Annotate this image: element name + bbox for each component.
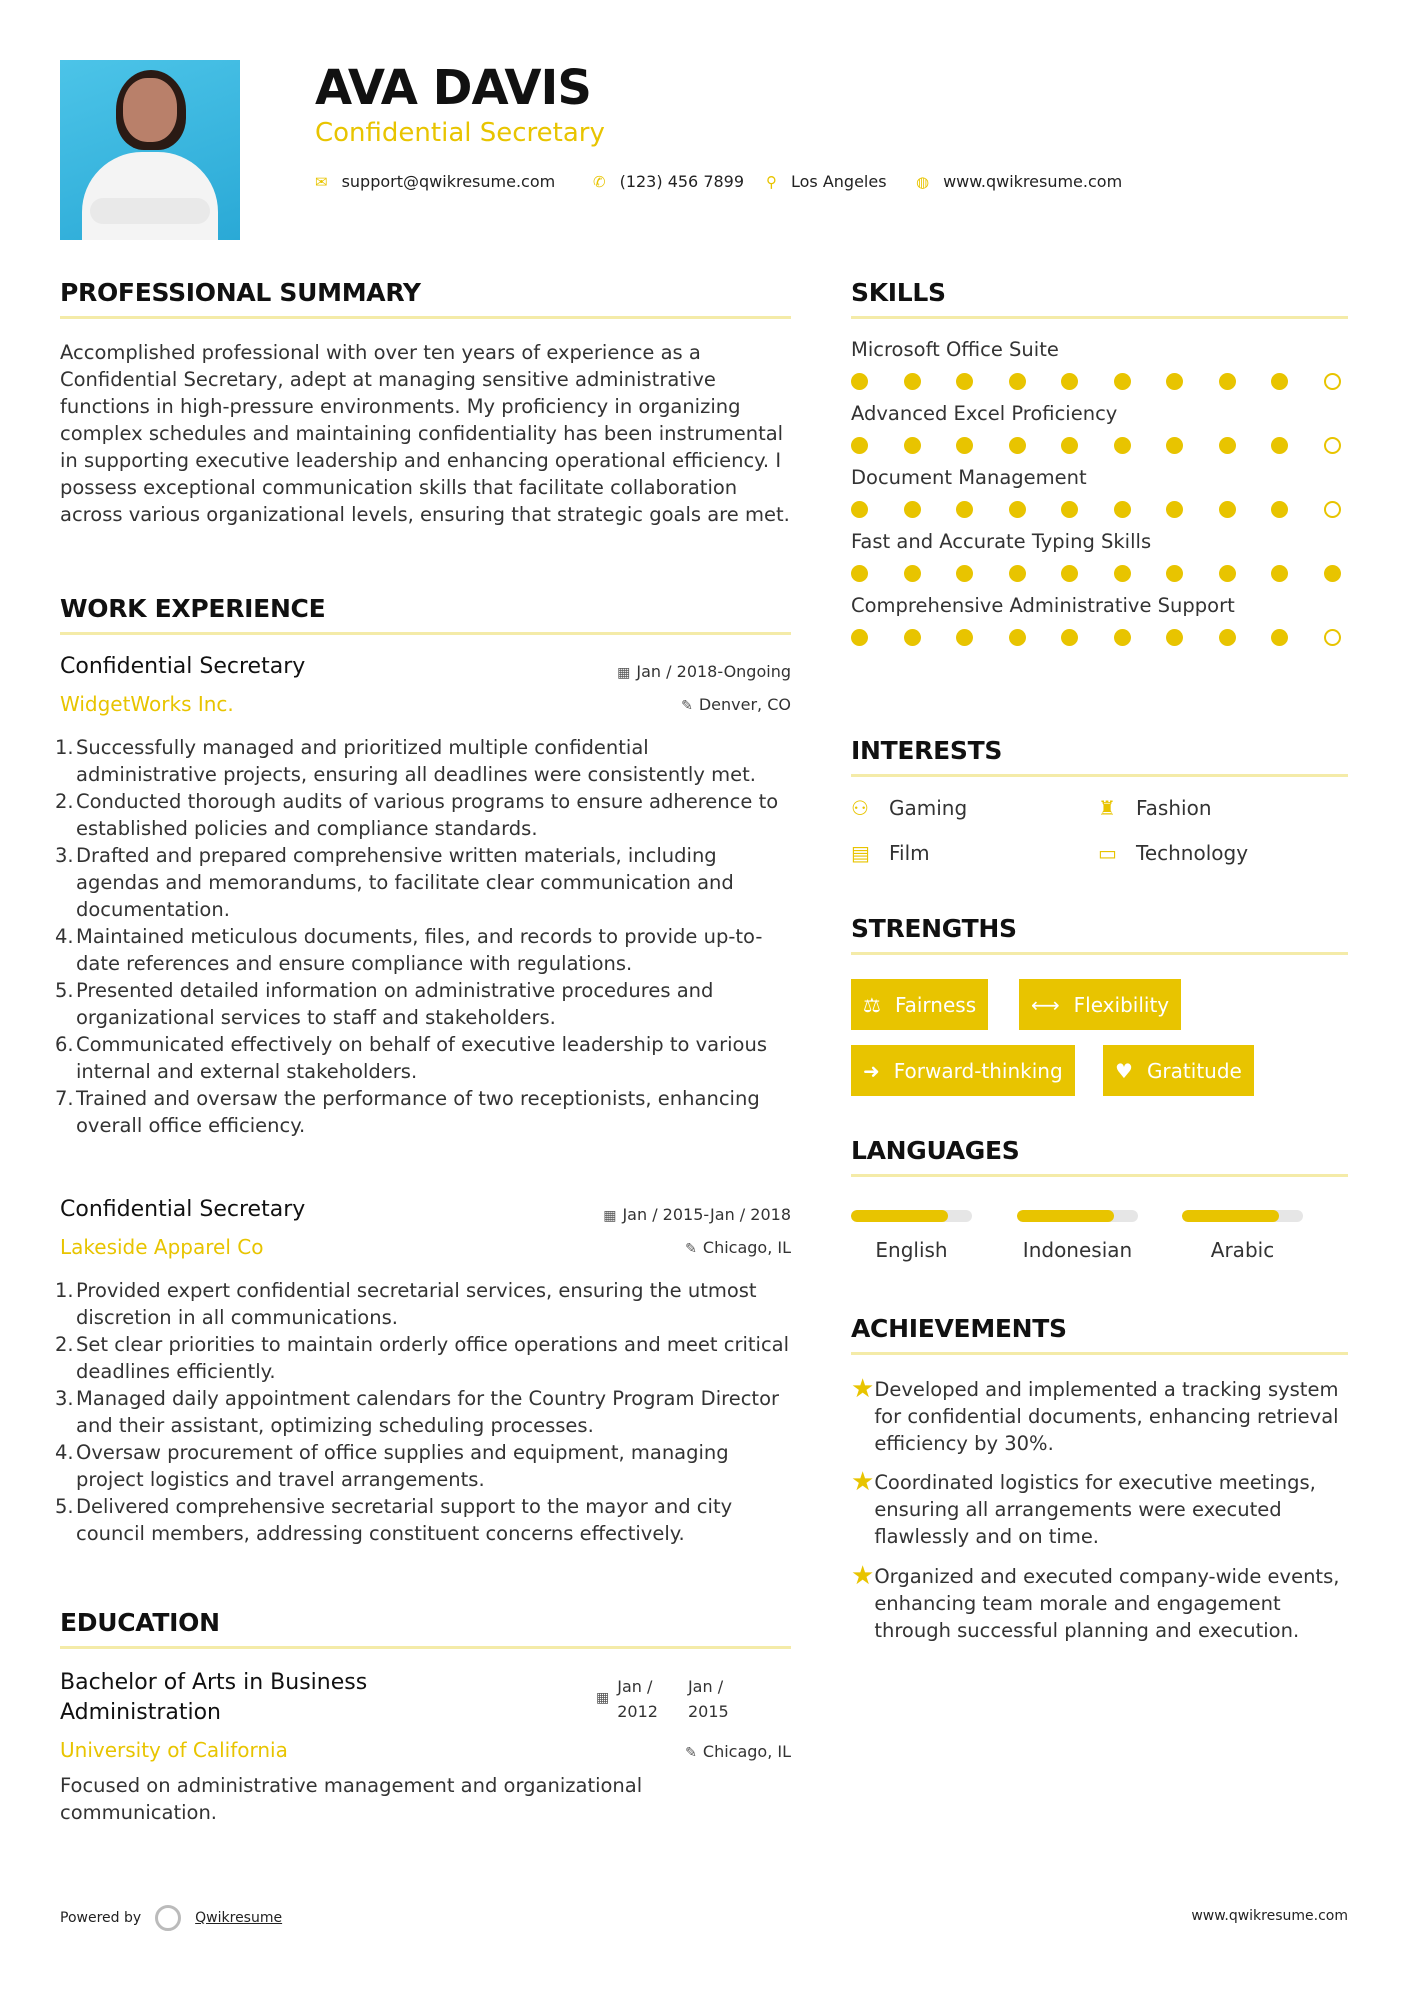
brand-link[interactable]: Qwikresume <box>195 1910 283 1926</box>
rating-dot-filled <box>904 437 921 454</box>
strength-flexibility: ⟷ Flexibility <box>1019 979 1181 1030</box>
powered-by-text: Powered by <box>60 1910 142 1926</box>
rating-dot-filled <box>1271 437 1288 454</box>
skill-item <box>851 594 1341 646</box>
achievement-item: ★ Coordinated logistics for executive meetings, ensuring all arrangements were executed flawlessly and on time. <box>851 1467 1316 1548</box>
globe-icon: ◍ <box>916 172 930 191</box>
list-item: 2. Conducted thorough audits of various programs to ensure adherence to established policies and compliance standards. <box>55 790 779 840</box>
footer-powered <box>60 1905 282 1931</box>
education-description: Focused on administrative management and organizational communication. <box>60 1774 643 1824</box>
rating-dot-filled <box>1061 501 1078 518</box>
rating-dot-filled <box>851 437 868 454</box>
job-title: Confidential Secretary <box>60 654 306 679</box>
education-dates: ▦ Jan / 2012 Jan / 2015 <box>596 1674 729 1724</box>
star-icon: ★ <box>851 1561 875 1591</box>
language-name: English <box>875 1238 948 1262</box>
arrow-right-icon: ➜ <box>863 1058 880 1083</box>
languages-title: LANGUAGES <box>851 1136 1020 1165</box>
education-divider <box>60 1646 791 1649</box>
degree-title: Bachelor of Arts in Business Administration <box>60 1670 368 1725</box>
summary-text: Accomplished professional with over ten years of experience as a Confidential Secretary, adept at managing sensitive administrative functions in high-pressure environments. My proficiency in organizing complex schedules and maintaining confidentiality has been instrumental in supporting executive leadership and enhancing operational efficiency. I possess exceptional communication skills that facilitate collaboration across various organizational levels, ensuring that strategic goals are met. <box>60 341 790 526</box>
education-title: EDUCATION <box>60 1608 220 1637</box>
list-item: 2. Set clear priorities to maintain orderly office operations and meet critical deadlines efficiently. <box>55 1333 790 1383</box>
language-bar-fill <box>851 1210 948 1222</box>
summary-title: PROFESSIONAL SUMMARY <box>60 278 421 307</box>
film-icon: ▤ <box>851 841 870 865</box>
rating-dot-filled <box>1009 565 1026 582</box>
pin-icon: ✎ <box>681 698 693 714</box>
rating-dot-filled <box>1166 565 1183 582</box>
contact-phone <box>593 172 744 191</box>
education-location: ✎ Chicago, IL <box>685 1742 791 1761</box>
company-name: WidgetWorks Inc. <box>60 692 234 716</box>
skill-item <box>851 466 1341 518</box>
rating-dot-filled <box>1114 629 1131 646</box>
language-bar <box>851 1210 972 1222</box>
language-name: Indonesian <box>1022 1238 1133 1262</box>
rating-dot-filled <box>851 565 868 582</box>
rating-dot-filled <box>1271 629 1288 646</box>
rating-dot-filled <box>1009 501 1026 518</box>
rating-dot-filled <box>1271 565 1288 582</box>
rating-dot-filled <box>1061 373 1078 390</box>
star-icon: ★ <box>851 1467 875 1497</box>
balance-scale-icon: ⚖ <box>863 992 881 1017</box>
contact-email[interactable] <box>315 172 555 191</box>
language-bar-fill <box>1017 1210 1114 1222</box>
language-bar <box>1182 1210 1303 1222</box>
list-item: 4. Oversaw procurement of office supplies and equipment, managing project logistics and travel arrangements. <box>55 1441 729 1491</box>
interest-technology: ▭ Technology <box>1098 841 1249 865</box>
rating-dot-filled <box>1009 437 1026 454</box>
rating-dot-filled <box>1271 501 1288 518</box>
rating-dot-filled <box>1166 437 1183 454</box>
rating-dot-filled <box>956 501 973 518</box>
language-indonesian <box>1017 1210 1138 1262</box>
calendar-icon: ▦ <box>617 665 631 681</box>
job-bullets <box>55 1277 795 1547</box>
rating-dot-filled <box>1061 437 1078 454</box>
skills-divider <box>851 316 1348 319</box>
phone-icon: ✆ <box>593 172 606 191</box>
job-date: ▦ Jan / 2015-Jan / 2018 <box>603 1205 791 1224</box>
language-bar-fill <box>1182 1210 1279 1222</box>
skill-rating <box>851 437 1341 454</box>
skill-item <box>851 338 1341 390</box>
list-item: 6. Communicated effectively on behalf of executive leadership to various internal and external stakeholders. <box>55 1033 768 1083</box>
phone-text: (123) 456 7899 <box>619 172 745 191</box>
interest-film: ▤ Film <box>851 841 930 865</box>
rating-dot-filled <box>1219 565 1236 582</box>
rating-dot-filled <box>1009 373 1026 390</box>
rating-dot-empty <box>1324 629 1341 646</box>
candidate-role: Confidential Secretary <box>315 118 605 148</box>
rating-dot-filled <box>904 373 921 390</box>
languages-divider <box>851 1174 1348 1177</box>
rating-dot-filled <box>1219 629 1236 646</box>
rating-dot-filled <box>1114 501 1131 518</box>
list-item: 3. Managed daily appointment calendars for the Country Program Director and their assistant, optimizing scheduling processes. <box>55 1387 780 1437</box>
profile-photo <box>60 60 240 240</box>
interests-divider <box>851 774 1348 777</box>
rating-dot-filled <box>956 437 973 454</box>
skill-item <box>851 530 1341 582</box>
experience-divider <box>60 632 791 635</box>
skills-title: SKILLS <box>851 278 946 307</box>
arrows-horizontal-icon: ⟷ <box>1031 992 1060 1017</box>
rating-dot-filled <box>1114 565 1131 582</box>
rating-dot-filled <box>904 565 921 582</box>
star-icon: ★ <box>851 1374 875 1404</box>
job-bullets <box>55 734 795 1139</box>
rating-dot-empty <box>1324 373 1341 390</box>
rating-dot-filled <box>1114 373 1131 390</box>
strength-fairness: ⚖ Fairness <box>851 979 988 1030</box>
skills-list <box>851 338 1341 658</box>
email-text: support@qwikresume.com <box>341 172 556 191</box>
contact-location <box>766 172 887 191</box>
calendar-icon: ▦ <box>596 1690 610 1706</box>
interest-fashion: ♜ Fashion <box>1098 796 1212 820</box>
map-pin-icon: ⚲ <box>766 172 777 191</box>
rating-dot-filled <box>956 565 973 582</box>
language-name: Arabic <box>1210 1238 1275 1262</box>
experience-title: WORK EXPERIENCE <box>60 594 326 623</box>
rating-dot-filled <box>1324 565 1341 582</box>
skill-item <box>851 402 1341 454</box>
envelope-icon: ✉ <box>315 172 328 191</box>
rating-dot-filled <box>1219 501 1236 518</box>
skill-rating <box>851 565 1341 582</box>
footer-site[interactable]: www.qwikresume.com <box>1191 1908 1348 1924</box>
school-name: University of California <box>60 1738 288 1762</box>
strengths-divider <box>851 952 1348 955</box>
rating-dot-filled <box>956 629 973 646</box>
rating-dot-empty <box>1324 437 1341 454</box>
rating-dot-filled <box>1219 437 1236 454</box>
rating-dot-filled <box>1061 629 1078 646</box>
interests-title: INTERESTS <box>851 736 1003 765</box>
rating-dot-filled <box>1009 629 1026 646</box>
list-item: 3. Drafted and prepared comprehensive written materials, including agendas and memorandums, to facilitate clear communication and documentation. <box>55 844 734 921</box>
candidate-name: AVA DAVIS <box>315 60 591 116</box>
calendar-icon: ▦ <box>603 1208 617 1224</box>
skill-name: Fast and Accurate Typing Skills <box>851 530 1152 553</box>
strength-forward-thinking: ➜ Forward-thinking <box>851 1045 1075 1096</box>
skill-rating <box>851 629 1341 646</box>
pin-icon: ✎ <box>685 1241 697 1257</box>
achievement-item: ★ Organized and executed company-wide events, enhancing team morale and engagement through successful planning and execution. <box>851 1561 1340 1642</box>
language-arabic <box>1182 1210 1303 1262</box>
skill-name: Comprehensive Administrative Support <box>851 594 1235 617</box>
skill-rating <box>851 373 1341 390</box>
list-item: 7. Trained and oversaw the performance of two receptionists, enhancing overall office efficiency. <box>55 1087 760 1137</box>
list-item: 5. Delivered comprehensive secretarial support to the mayor and city council members, addressing constituent concerns effectively. <box>55 1495 733 1545</box>
location-text: Los Angeles <box>791 172 887 191</box>
list-item: 5. Presented detailed information on administrative procedures and organizational services to staff and stakeholders. <box>55 979 714 1029</box>
achievement-item: ★ Developed and implemented a tracking system for confidential documents, enhancing retrieval efficiency by 30%. <box>851 1374 1339 1455</box>
shopping-bag-icon: ♜ <box>1098 796 1116 820</box>
list-item: 1. Successfully managed and prioritized multiple confidential administrative projects, ensuring all deadlines were consistently met. <box>55 736 756 786</box>
language-bar <box>1017 1210 1138 1222</box>
strength-gratitude: ♥ Gratitude <box>1103 1045 1254 1096</box>
rating-dot-filled <box>1271 373 1288 390</box>
laptop-icon: ▭ <box>1098 841 1117 865</box>
achievements-divider <box>851 1352 1348 1355</box>
rating-dot-filled <box>1166 629 1183 646</box>
rating-dot-filled <box>851 629 868 646</box>
rating-dot-filled <box>1061 565 1078 582</box>
interest-gaming: ⚇ Gaming <box>851 796 968 820</box>
rating-dot-filled <box>904 501 921 518</box>
job-location: ✎ Chicago, IL <box>685 1238 791 1257</box>
job-date: ▦ Jan / 2018-Ongoing <box>617 662 791 681</box>
summary-divider <box>60 316 791 319</box>
skill-name: Advanced Excel Proficiency <box>851 402 1118 425</box>
achievements-title: ACHIEVEMENTS <box>851 1314 1067 1343</box>
rating-dot-filled <box>1166 501 1183 518</box>
job-location: ✎ Denver, CO <box>681 695 791 714</box>
skill-name: Document Management <box>851 466 1087 489</box>
job-title: Confidential Secretary <box>60 1197 306 1222</box>
pin-icon: ✎ <box>685 1745 697 1761</box>
heart-icon: ♥ <box>1115 1058 1133 1083</box>
company-name: Lakeside Apparel Co <box>60 1235 264 1259</box>
list-item: 4. Maintained meticulous documents, files, and records to provide up-to-date references and ensure compliance with regulations. <box>55 925 763 975</box>
contact-website[interactable] <box>916 172 1122 191</box>
rating-dot-filled <box>851 373 868 390</box>
gamepad-icon: ⚇ <box>851 796 869 820</box>
skill-name: Microsoft Office Suite <box>851 338 1059 361</box>
rating-dot-filled <box>1219 373 1236 390</box>
website-text: www.qwikresume.com <box>943 172 1123 191</box>
language-english <box>851 1210 972 1262</box>
rating-dot-filled <box>904 629 921 646</box>
rating-dot-empty <box>1324 501 1341 518</box>
rating-dot-filled <box>956 373 973 390</box>
skill-rating <box>851 501 1341 518</box>
strengths-title: STRENGTHS <box>851 914 1017 943</box>
rating-dot-filled <box>851 501 868 518</box>
rating-dot-filled <box>1114 437 1131 454</box>
list-item: 1. Provided expert confidential secretarial services, ensuring the utmost discretion in all communications. <box>55 1279 757 1329</box>
rating-dot-filled <box>1166 373 1183 390</box>
qwikresume-logo-icon <box>155 1905 181 1931</box>
